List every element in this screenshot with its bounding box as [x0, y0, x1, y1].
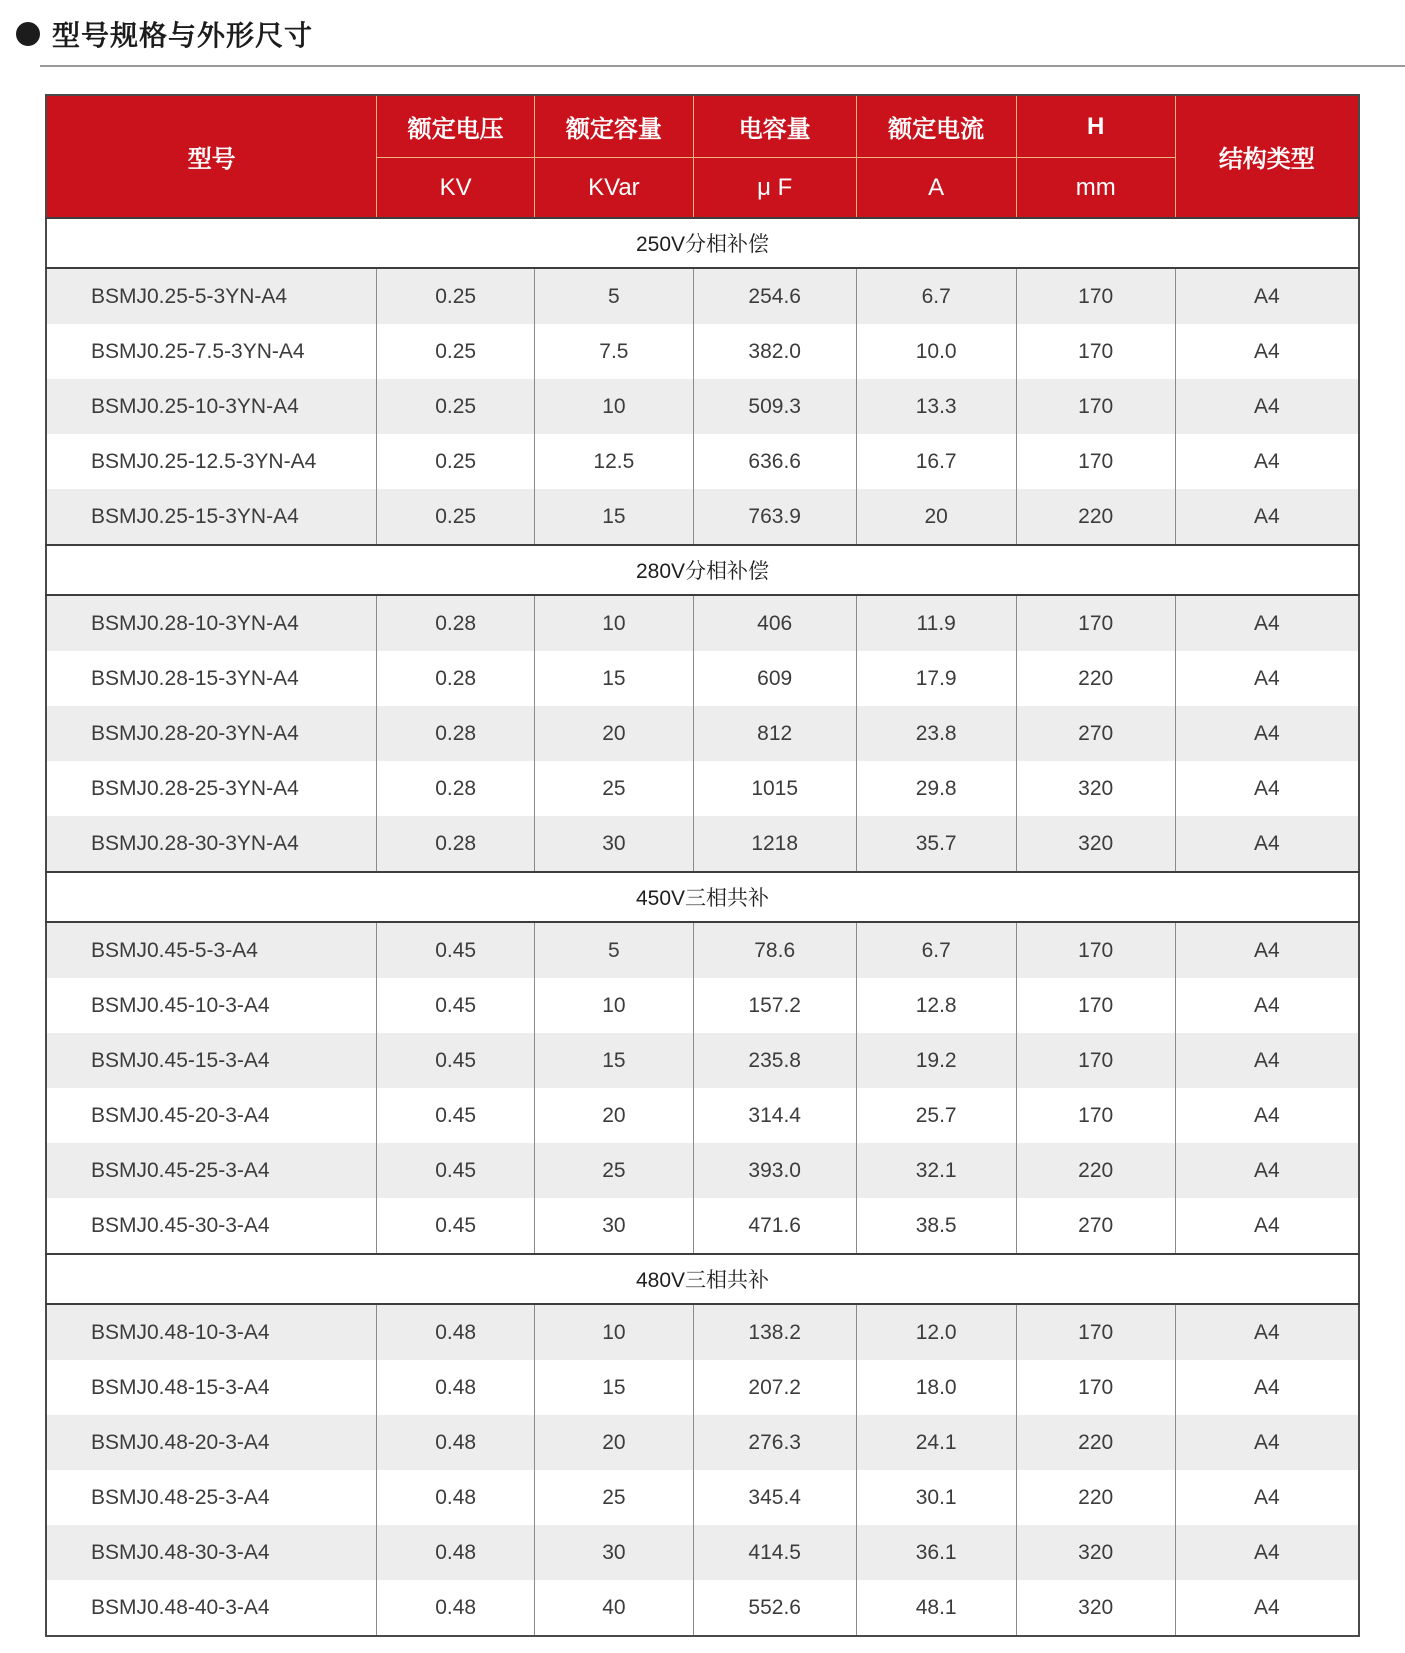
- section-row: [46, 872, 1359, 922]
- cell-h: 170: [1016, 434, 1175, 489]
- cell-uf: 471.6: [693, 1198, 856, 1254]
- table-row: [46, 1470, 1359, 1525]
- unit-a: A: [856, 158, 1016, 219]
- cell-model: BSMJ0.48-20-3-A4: [46, 1415, 377, 1470]
- table-row: [46, 379, 1359, 434]
- section-row: [46, 1254, 1359, 1304]
- cell-a: 29.8: [856, 761, 1016, 816]
- cell-uf: 414.5: [693, 1525, 856, 1580]
- cell-a: 35.7: [856, 816, 1016, 872]
- cell-kv: 0.48: [377, 1415, 535, 1470]
- cell-type: A4: [1175, 816, 1359, 872]
- cell-h: 320: [1016, 1525, 1175, 1580]
- cell-kv: 0.48: [377, 1580, 535, 1636]
- cell-type: A4: [1175, 434, 1359, 489]
- table-row: [46, 761, 1359, 816]
- cell-uf: 509.3: [693, 379, 856, 434]
- cell-uf: 763.9: [693, 489, 856, 545]
- table-row: [46, 489, 1359, 545]
- cell-model: BSMJ0.48-25-3-A4: [46, 1470, 377, 1525]
- cell-h: 170: [1016, 324, 1175, 379]
- cell-type: A4: [1175, 1143, 1359, 1198]
- column-header-rated-capacity: 额定容量: [534, 95, 693, 158]
- cell-h: 220: [1016, 1415, 1175, 1470]
- table-row: [46, 1415, 1359, 1470]
- cell-model: BSMJ0.28-30-3YN-A4: [46, 816, 377, 872]
- cell-kv: 0.25: [377, 324, 535, 379]
- cell-model: BSMJ0.45-5-3-A4: [46, 922, 377, 978]
- table-row: [46, 1525, 1359, 1580]
- cell-model: BSMJ0.25-7.5-3YN-A4: [46, 324, 377, 379]
- cell-type: A4: [1175, 268, 1359, 324]
- cell-uf: 406: [693, 595, 856, 651]
- cell-kv: 0.45: [377, 978, 535, 1033]
- cell-type: A4: [1175, 1580, 1359, 1636]
- cell-kv: 0.28: [377, 595, 535, 651]
- cell-model: BSMJ0.45-15-3-A4: [46, 1033, 377, 1088]
- cell-type: A4: [1175, 1415, 1359, 1470]
- cell-kvar: 20: [534, 1088, 693, 1143]
- cell-a: 11.9: [856, 595, 1016, 651]
- section-title: 280V分相补偿: [46, 545, 1359, 595]
- cell-model: BSMJ0.28-15-3YN-A4: [46, 651, 377, 706]
- cell-a: 23.8: [856, 706, 1016, 761]
- cell-h: 270: [1016, 706, 1175, 761]
- cell-h: 170: [1016, 922, 1175, 978]
- cell-kvar: 30: [534, 1198, 693, 1254]
- cell-a: 48.1: [856, 1580, 1016, 1636]
- cell-kv: 0.25: [377, 379, 535, 434]
- cell-kv: 0.48: [377, 1470, 535, 1525]
- column-header-capacitance: 电容量: [693, 95, 856, 158]
- cell-model: BSMJ0.45-25-3-A4: [46, 1143, 377, 1198]
- cell-model: BSMJ0.48-15-3-A4: [46, 1360, 377, 1415]
- cell-uf: 812: [693, 706, 856, 761]
- cell-a: 13.3: [856, 379, 1016, 434]
- cell-uf: 78.6: [693, 922, 856, 978]
- cell-uf: 636.6: [693, 434, 856, 489]
- cell-h: 220: [1016, 651, 1175, 706]
- page-title-row: [0, 16, 1405, 52]
- cell-uf: 314.4: [693, 1088, 856, 1143]
- cell-type: A4: [1175, 379, 1359, 434]
- cell-a: 12.8: [856, 978, 1016, 1033]
- table-row: [46, 1580, 1359, 1636]
- cell-kvar: 10: [534, 1304, 693, 1360]
- cell-a: 24.1: [856, 1415, 1016, 1470]
- table-row: [46, 268, 1359, 324]
- cell-h: 170: [1016, 1088, 1175, 1143]
- cell-h: 170: [1016, 1360, 1175, 1415]
- cell-a: 18.0: [856, 1360, 1016, 1415]
- spec-table: [45, 94, 1360, 1637]
- cell-kvar: 5: [534, 922, 693, 978]
- cell-model: BSMJ0.25-15-3YN-A4: [46, 489, 377, 545]
- cell-kvar: 25: [534, 1470, 693, 1525]
- column-header-h: H: [1016, 95, 1175, 158]
- cell-kvar: 15: [534, 1360, 693, 1415]
- cell-kvar: 15: [534, 1033, 693, 1088]
- unit-kvar: KVar: [534, 158, 693, 219]
- section-title: 250V分相补偿: [46, 218, 1359, 268]
- cell-a: 36.1: [856, 1525, 1016, 1580]
- cell-type: A4: [1175, 1360, 1359, 1415]
- cell-type: A4: [1175, 595, 1359, 651]
- table-row: [46, 816, 1359, 872]
- cell-kv: 0.28: [377, 651, 535, 706]
- table-row: [46, 1143, 1359, 1198]
- table-row: [46, 595, 1359, 651]
- cell-h: 170: [1016, 268, 1175, 324]
- cell-uf: 552.6: [693, 1580, 856, 1636]
- cell-uf: 207.2: [693, 1360, 856, 1415]
- cell-uf: 345.4: [693, 1470, 856, 1525]
- cell-kvar: 25: [534, 761, 693, 816]
- cell-h: 220: [1016, 489, 1175, 545]
- cell-kvar: 10: [534, 379, 693, 434]
- unit-mm: mm: [1016, 158, 1175, 219]
- cell-type: A4: [1175, 1304, 1359, 1360]
- cell-uf: 254.6: [693, 268, 856, 324]
- table-row: [46, 324, 1359, 379]
- cell-a: 38.5: [856, 1198, 1016, 1254]
- cell-a: 30.1: [856, 1470, 1016, 1525]
- cell-type: A4: [1175, 1525, 1359, 1580]
- cell-kv: 0.25: [377, 268, 535, 324]
- table-row: [46, 706, 1359, 761]
- cell-kv: 0.25: [377, 489, 535, 545]
- cell-a: 12.0: [856, 1304, 1016, 1360]
- cell-model: BSMJ0.25-10-3YN-A4: [46, 379, 377, 434]
- cell-a: 16.7: [856, 434, 1016, 489]
- cell-model: BSMJ0.45-20-3-A4: [46, 1088, 377, 1143]
- column-header-rated-voltage: 额定电压: [377, 95, 535, 158]
- cell-model: BSMJ0.28-20-3YN-A4: [46, 706, 377, 761]
- cell-uf: 138.2: [693, 1304, 856, 1360]
- cell-kv: 0.45: [377, 922, 535, 978]
- cell-a: 17.9: [856, 651, 1016, 706]
- cell-a: 6.7: [856, 268, 1016, 324]
- cell-kvar: 7.5: [534, 324, 693, 379]
- cell-h: 170: [1016, 379, 1175, 434]
- cell-kvar: 25: [534, 1143, 693, 1198]
- cell-type: A4: [1175, 978, 1359, 1033]
- table-row: [46, 434, 1359, 489]
- cell-kvar: 40: [534, 1580, 693, 1636]
- cell-uf: 1015: [693, 761, 856, 816]
- cell-type: A4: [1175, 324, 1359, 379]
- column-header-model: 型号: [46, 95, 377, 218]
- cell-kvar: 30: [534, 1525, 693, 1580]
- cell-type: A4: [1175, 1088, 1359, 1143]
- table-row: [46, 922, 1359, 978]
- cell-model: BSMJ0.25-12.5-3YN-A4: [46, 434, 377, 489]
- unit-uf: μ F: [693, 158, 856, 219]
- cell-model: BSMJ0.48-10-3-A4: [46, 1304, 377, 1360]
- cell-a: 19.2: [856, 1033, 1016, 1088]
- section-title: 450V三相共补: [46, 872, 1359, 922]
- cell-kvar: 15: [534, 489, 693, 545]
- cell-type: A4: [1175, 706, 1359, 761]
- cell-kvar: 15: [534, 651, 693, 706]
- cell-h: 170: [1016, 1033, 1175, 1088]
- cell-model: BSMJ0.28-10-3YN-A4: [46, 595, 377, 651]
- section-row: [46, 545, 1359, 595]
- cell-uf: 382.0: [693, 324, 856, 379]
- cell-uf: 393.0: [693, 1143, 856, 1198]
- cell-type: A4: [1175, 651, 1359, 706]
- cell-kv: 0.48: [377, 1525, 535, 1580]
- spec-table-container: [45, 94, 1360, 1637]
- cell-type: A4: [1175, 761, 1359, 816]
- section-row: [46, 218, 1359, 268]
- unit-kv: KV: [377, 158, 535, 219]
- cell-a: 32.1: [856, 1143, 1016, 1198]
- cell-a: 10.0: [856, 324, 1016, 379]
- cell-h: 320: [1016, 761, 1175, 816]
- column-header-structure-type: 结构类型: [1175, 95, 1359, 218]
- bullet-icon: [16, 22, 40, 46]
- page-title: 型号规格与外形尺寸: [52, 20, 314, 51]
- cell-uf: 157.2: [693, 978, 856, 1033]
- cell-uf: 609: [693, 651, 856, 706]
- cell-h: 220: [1016, 1143, 1175, 1198]
- cell-kvar: 30: [534, 816, 693, 872]
- cell-kvar: 20: [534, 1415, 693, 1470]
- cell-a: 20: [856, 489, 1016, 545]
- cell-model: BSMJ0.28-25-3YN-A4: [46, 761, 377, 816]
- cell-type: A4: [1175, 1033, 1359, 1088]
- table-row: [46, 978, 1359, 1033]
- cell-kv: 0.28: [377, 706, 535, 761]
- cell-h: 270: [1016, 1198, 1175, 1254]
- cell-model: BSMJ0.48-40-3-A4: [46, 1580, 377, 1636]
- cell-kv: 0.25: [377, 434, 535, 489]
- cell-model: BSMJ0.45-10-3-A4: [46, 978, 377, 1033]
- cell-kv: 0.48: [377, 1304, 535, 1360]
- table-row: [46, 1304, 1359, 1360]
- cell-kv: 0.45: [377, 1143, 535, 1198]
- cell-uf: 276.3: [693, 1415, 856, 1470]
- cell-kvar: 10: [534, 595, 693, 651]
- cell-type: A4: [1175, 1470, 1359, 1525]
- column-header-rated-current: 额定电流: [856, 95, 1016, 158]
- spec-table-header: [46, 95, 1359, 218]
- cell-kv: 0.48: [377, 1360, 535, 1415]
- cell-model: BSMJ0.45-30-3-A4: [46, 1198, 377, 1254]
- spec-table-body: [46, 218, 1359, 1636]
- cell-kv: 0.45: [377, 1088, 535, 1143]
- table-row: [46, 1088, 1359, 1143]
- cell-type: A4: [1175, 489, 1359, 545]
- cell-h: 170: [1016, 1304, 1175, 1360]
- cell-h: 170: [1016, 978, 1175, 1033]
- title-divider-rule: [40, 65, 1405, 67]
- cell-kv: 0.45: [377, 1033, 535, 1088]
- cell-type: A4: [1175, 922, 1359, 978]
- cell-a: 6.7: [856, 922, 1016, 978]
- cell-h: 220: [1016, 1470, 1175, 1525]
- section-title: 480V三相共补: [46, 1254, 1359, 1304]
- cell-h: 320: [1016, 1580, 1175, 1636]
- cell-h: 320: [1016, 816, 1175, 872]
- cell-uf: 235.8: [693, 1033, 856, 1088]
- cell-kv: 0.28: [377, 761, 535, 816]
- cell-uf: 1218: [693, 816, 856, 872]
- cell-kvar: 12.5: [534, 434, 693, 489]
- cell-h: 170: [1016, 595, 1175, 651]
- cell-model: BSMJ0.48-30-3-A4: [46, 1525, 377, 1580]
- table-row: [46, 1198, 1359, 1254]
- cell-a: 25.7: [856, 1088, 1016, 1143]
- cell-kv: 0.28: [377, 816, 535, 872]
- table-row: [46, 1360, 1359, 1415]
- cell-kvar: 5: [534, 268, 693, 324]
- cell-kvar: 10: [534, 978, 693, 1033]
- cell-type: A4: [1175, 1198, 1359, 1254]
- cell-model: BSMJ0.25-5-3YN-A4: [46, 268, 377, 324]
- table-row: [46, 1033, 1359, 1088]
- cell-kv: 0.45: [377, 1198, 535, 1254]
- cell-kvar: 20: [534, 706, 693, 761]
- table-row: [46, 651, 1359, 706]
